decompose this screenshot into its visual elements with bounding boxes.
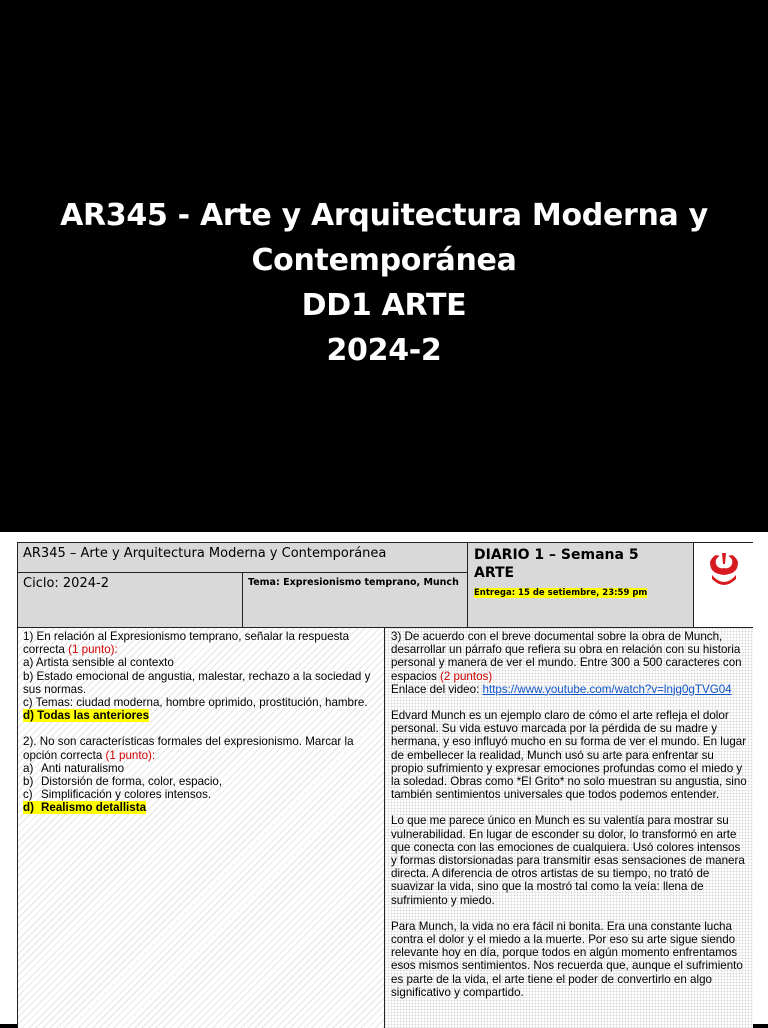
- question-1: [23, 630, 379, 656]
- q1-option-b: b) Estado emocional de angustia, malestar, rechazo a la sociedad y sus normas.: [23, 669, 371, 696]
- answer-paragraph-1: Edvard Munch es un ejemplo claro de cómo el arte refleja el dolor personal. Su vida estuvo marcada por la pérdida de su madre y hermana, y eso influyó mucho en su forma de ver el mundo. En lugar de embellecer la realidad, Munch usó su arte para enfrentar su propio sufrimiento y expresar emociones profundas como el miedo y la soledad. Obras como *El Grito* no solo muestran su angustia, sino también sentimientos universales que todos podemos entender.: [391, 709, 747, 802]
- header-table: [17, 542, 753, 628]
- deadline-label: Entrega: 15 de setiembre, 23:59 pm: [474, 588, 648, 598]
- question-3: [391, 630, 747, 683]
- cover-title-line-2: Contemporánea: [251, 243, 517, 278]
- question-2: [23, 735, 379, 761]
- q1-option-a: a) Artista sensible al contexto: [23, 656, 174, 670]
- questions-right-column: [385, 628, 753, 1028]
- q2-option-a: a) Anti naturalismo: [23, 761, 125, 775]
- video-link-row: [391, 683, 747, 696]
- cycle-label: Ciclo: 2024-2: [18, 573, 243, 628]
- questions-left-column: [18, 628, 385, 1028]
- answer-paragraph-3: Para Munch, la vida no era fácil ni bonita. Era una constante lucha contra el dolor y el miedo a la muerte. Por eso su arte sigue siendo relevante hoy en día, porque todos en algún momento enfrentamos esos mismos sentimientos. Nos recuerda que, aunque el sufrimiento es parte de la vida, el arte tiene el poder de convertirlo en algo significativo y compartido.: [391, 919, 743, 999]
- q2-option-d-answer: d) Realismo detallista: [23, 801, 147, 815]
- cover-title-line-1: AR345 - Arte y Arquitectura Moderna y: [60, 198, 708, 233]
- video-link-label: Enlace del video:: [391, 682, 483, 696]
- q1-option-d-answer: d) Todas las anteriores: [23, 709, 150, 723]
- diario-subtitle: ARTE: [474, 565, 515, 581]
- question-3-text: 3) De acuerdo con el breve documental sobre la obra de Munch, desarrollar un párrafo que refiera su obra en relación con su historia personal y manera de ver el mundo. Entre 300 a 500 caracteres con espacios: [391, 630, 742, 683]
- cover-title-line-3: DD1 ARTE: [301, 288, 467, 323]
- tema-label: Tema: Expresionismo temprano, Munch: [243, 573, 468, 628]
- question-3-points: (2 puntos): [439, 669, 493, 683]
- question-2-points: (1 punto):: [105, 748, 156, 762]
- upc-logo-icon: [706, 553, 742, 587]
- university-logo: [694, 543, 753, 628]
- q2-option-c: c) Simplificación y colores intensos.: [23, 788, 212, 802]
- document-page: [0, 532, 768, 1024]
- question-2-text: 2). No son características formales del expresionismo. Marcar la opción correcta: [23, 735, 354, 762]
- cover-title-line-4: 2024-2: [326, 333, 442, 368]
- q1-option-c: c) Temas: ciudad moderna, hombre oprimido, prostitución, hambre.: [23, 696, 368, 710]
- question-1-points: (1 punto):: [68, 643, 118, 657]
- q2-option-b: b) Distorsión de forma, color, espacio,: [23, 775, 223, 789]
- diario-cell: [468, 543, 694, 628]
- question-1-text: 1) En relación al Expresionismo temprano, señalar la respuesta correcta: [23, 630, 350, 657]
- questions-table: [17, 627, 753, 1027]
- answer-paragraph-2: Lo que me parece único en Munch es su valentía para mostrar su vulnerabilidad. En lugar de esconder su dolor, lo transformó en arte que conecta con las emociones de cualquiera. Usó colores intensos y formas distorsionadas para transmitir esas sensaciones de manera directa. A diferencia de otros artistas de su tiempo, no trató de suavizar la vida, sino que la mostró tal como la veía: llena de sufrimiento y miedo.: [391, 814, 745, 907]
- diario-title: DIARIO 1 – Semana 5: [474, 547, 639, 563]
- course-title: AR345 – Arte y Arquitectura Moderna y Contemporánea: [18, 543, 468, 573]
- video-link[interactable]: https://www.youtube.com/watch?v=lnjg0gTVG04: [482, 682, 732, 696]
